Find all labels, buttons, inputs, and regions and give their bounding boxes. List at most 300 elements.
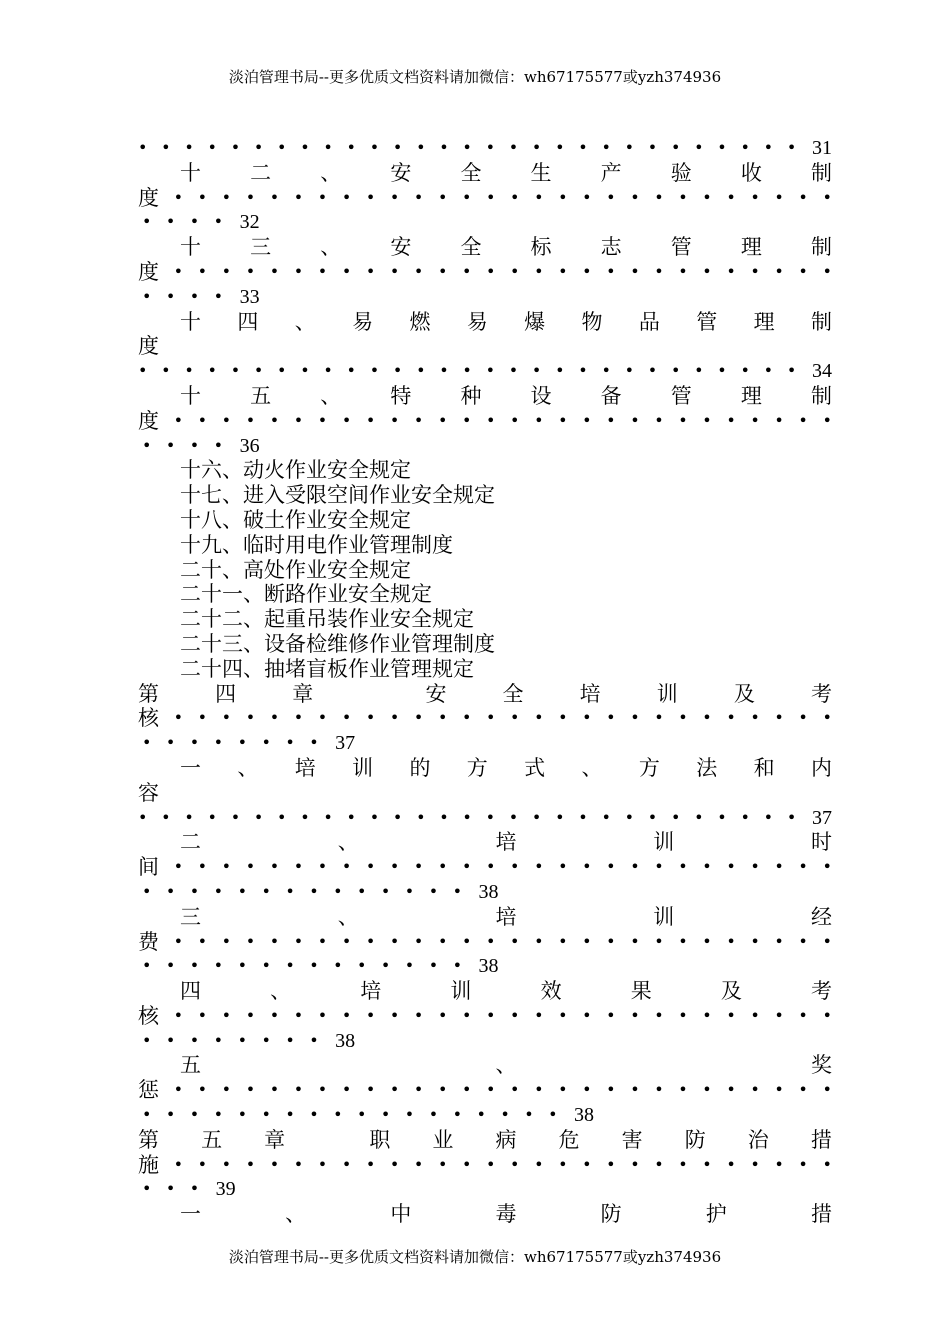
leader-dot: • — [582, 931, 592, 951]
leader-dot: • — [285, 1105, 295, 1125]
leader-dot: • — [346, 138, 356, 157]
leader-dot: • — [798, 410, 808, 430]
leader-dot: • — [437, 187, 448, 207]
leader-dot: • — [245, 708, 256, 728]
toc-line — [138, 483, 832, 508]
leader-dot: • — [269, 931, 280, 951]
leader-dot: • — [323, 138, 333, 157]
leader-dot: • — [323, 361, 333, 381]
leader-dot: • — [237, 881, 247, 901]
leader-dot: • — [213, 1030, 224, 1050]
leader-dot: • — [461, 708, 472, 728]
leader-dot: • — [197, 410, 208, 430]
leader-dot: • — [726, 1080, 736, 1100]
leader-dot: • — [678, 708, 688, 728]
leader-dot: • — [726, 410, 736, 430]
leader-dot: • — [142, 212, 152, 232]
leader-dot: • — [213, 956, 224, 976]
leader-dot: • — [774, 1005, 784, 1025]
toc-char: 三 — [180, 904, 201, 929]
leader-dot: • — [558, 261, 568, 281]
leader-dot: • — [750, 261, 760, 281]
leader-dot: • — [165, 286, 176, 306]
leader-dot: • — [630, 410, 640, 430]
leader-dot: • — [606, 1005, 616, 1025]
leader-dot: • — [365, 410, 376, 430]
toc-text: 度 — [138, 259, 159, 284]
leader-dot: • — [285, 956, 295, 976]
leader-dot: • — [317, 410, 328, 430]
leader-dot: • — [341, 410, 352, 430]
leader-dot: • — [654, 1005, 664, 1025]
leader-dot: • — [601, 361, 611, 381]
toc-text: 费 — [138, 929, 159, 954]
leader-dot: • — [189, 881, 200, 901]
leader-dot: • — [555, 138, 565, 157]
leader-dot: • — [630, 708, 640, 728]
leader-dot: • — [404, 956, 415, 976]
leader-dot: • — [654, 1154, 664, 1174]
leader-dot: • — [165, 956, 176, 976]
leader-dot: • — [269, 410, 280, 430]
leader-dot: • — [277, 807, 287, 827]
leader-dot: • — [293, 187, 304, 207]
toc-text: 度 — [138, 185, 159, 210]
leader-dot: • — [138, 807, 148, 827]
leader-dot: • — [461, 410, 472, 430]
leader-dot: • — [582, 857, 592, 877]
leader-dot: • — [702, 708, 712, 728]
leader-dot: • — [333, 1105, 343, 1125]
page-header: 淡泊管理书局--更多优质文档资料请加微信：wh67175577或yzh374936 — [228, 68, 722, 86]
leader-dot: • — [786, 807, 797, 827]
leader-dot: • — [555, 361, 565, 381]
leader-dot: • — [461, 1080, 472, 1100]
toc-char: 毒 — [495, 1202, 517, 1227]
toc-char: 害 — [621, 1127, 643, 1152]
toc-char: 十 — [180, 160, 201, 185]
leader-dot: • — [365, 1080, 376, 1100]
toc-char: 产 — [600, 160, 622, 185]
leader-dot: • — [798, 708, 808, 728]
leader-dot: • — [630, 187, 640, 207]
leader-dot: • — [534, 857, 544, 877]
toc-char: 管 — [670, 235, 692, 260]
toc-char: 设 — [530, 383, 552, 408]
leader-dot: • — [774, 1080, 784, 1100]
toc-char: 培 — [579, 681, 601, 706]
toc-char: 备 — [600, 383, 622, 408]
leader-dot: • — [461, 1005, 472, 1025]
leader-dot: • — [413, 1154, 424, 1174]
toc-text: 十九、临时用电作业管理制度 — [180, 532, 453, 557]
leader-dot: • — [740, 138, 750, 157]
leader-dot: • — [413, 1005, 424, 1025]
leader-dot: • — [173, 187, 184, 207]
page-number: 38 — [574, 1104, 595, 1127]
toc-char: 危 — [558, 1127, 580, 1152]
toc-line — [138, 334, 832, 359]
leader-dot: • — [750, 708, 760, 728]
leader-dot: • — [142, 1105, 152, 1125]
toc-char: 一 — [180, 755, 201, 780]
toc-char: 制 — [810, 383, 832, 408]
leader-dot: • — [798, 931, 808, 951]
leader-dot: • — [750, 187, 760, 207]
toc-char: 十 — [180, 383, 201, 408]
leader-dot: • — [245, 410, 256, 430]
toc-char: 五 — [201, 1127, 223, 1152]
leader-dot: • — [184, 138, 194, 157]
leader-dot: • — [221, 187, 232, 207]
toc-char: 、 — [285, 1202, 307, 1227]
leader-dot: • — [486, 1154, 496, 1174]
toc-char: 理 — [740, 383, 762, 408]
toc-text: 度 — [138, 408, 159, 433]
toc-char: 志 — [600, 235, 622, 260]
toc-char: 、 — [237, 755, 259, 780]
toc-char: 二 — [180, 830, 201, 855]
leader-dot: • — [606, 1154, 616, 1174]
leader-dot: • — [142, 435, 152, 455]
leader-dot: • — [197, 1005, 208, 1025]
leader-dot: • — [750, 857, 760, 877]
toc-char: 章 — [292, 681, 314, 706]
leader-dot: • — [165, 1179, 176, 1199]
leader-dot: • — [173, 708, 184, 728]
leader-dot: • — [230, 361, 241, 381]
toc-line — [138, 1029, 832, 1054]
leader-dot: • — [165, 435, 176, 455]
leader-dot: • — [798, 1005, 808, 1025]
leader-dot: • — [582, 1154, 592, 1174]
leader-dot: • — [486, 931, 496, 951]
leader-dot: • — [774, 1154, 784, 1174]
leader-dot: • — [822, 187, 832, 207]
toc-text: 二十一、断路作业安全规定 — [180, 582, 432, 607]
toc-line — [138, 632, 832, 657]
leader-dot: • — [261, 956, 271, 976]
leader-dot: • — [189, 733, 200, 753]
toc-char: 一 — [180, 1202, 201, 1227]
leader-dot: • — [237, 733, 247, 753]
toc-line — [138, 1128, 832, 1153]
leader-dot: • — [221, 708, 232, 728]
leader-dot: • — [317, 857, 328, 877]
leader-dot: • — [582, 187, 592, 207]
toc-line — [138, 855, 832, 880]
toc-char: 制 — [810, 309, 832, 334]
leader-dot: • — [678, 410, 688, 430]
page-number: 34 — [811, 360, 832, 383]
leader-dot: • — [197, 931, 208, 951]
leader-dot: • — [786, 361, 797, 381]
leader-dot: • — [437, 261, 448, 281]
leader-dot: • — [534, 708, 544, 728]
leader-dot: • — [822, 1154, 832, 1174]
toc-char: 第 — [138, 681, 159, 706]
toc-char: 考 — [810, 979, 832, 1004]
toc-line — [138, 508, 832, 533]
leader-dot: • — [558, 187, 568, 207]
leader-dot: • — [189, 212, 200, 232]
toc-char: 训 — [450, 979, 472, 1004]
leader-dot: • — [389, 261, 400, 281]
leader-dot: • — [822, 1080, 832, 1100]
leader-dot: • — [702, 410, 712, 430]
leader-dot: • — [213, 1105, 224, 1125]
leader-dot: • — [161, 807, 171, 827]
leader-dot: • — [309, 1030, 319, 1050]
leader-dot: • — [439, 138, 449, 157]
leader-dot: • — [309, 881, 319, 901]
page-number: 38 — [335, 1029, 356, 1052]
leader-dot: • — [510, 708, 520, 728]
leader-dot: • — [392, 138, 403, 157]
leader-dot: • — [293, 708, 304, 728]
leader-dot: • — [670, 807, 681, 827]
leader-dot: • — [452, 881, 463, 901]
leader-dot: • — [253, 361, 264, 381]
leader-dot: • — [486, 1080, 496, 1100]
page-number: 32 — [239, 211, 260, 234]
leader-dot: • — [404, 1105, 415, 1125]
leader-dot: • — [798, 187, 808, 207]
toc-char: 训 — [656, 681, 678, 706]
leader-dot: • — [582, 1005, 592, 1025]
toc-char: 、 — [320, 383, 342, 408]
leader-dot: • — [357, 1105, 367, 1125]
leader-dot: • — [486, 187, 496, 207]
leader-dot: • — [413, 857, 424, 877]
leader-dot: • — [189, 435, 200, 455]
leader-dot: • — [624, 361, 635, 381]
leader-dot: • — [269, 708, 280, 728]
leader-dot: • — [654, 410, 664, 430]
leader-dot: • — [365, 1005, 376, 1025]
leader-dot: • — [237, 1030, 247, 1050]
leader-dot: • — [269, 187, 280, 207]
toc-line — [138, 409, 832, 434]
toc-line — [138, 260, 832, 285]
toc-char: 安 — [425, 681, 447, 706]
leader-dot: • — [369, 138, 380, 157]
leader-dot: • — [317, 187, 328, 207]
leader-dot: • — [508, 138, 519, 157]
leader-dot: • — [582, 410, 592, 430]
leader-dot: • — [389, 1080, 400, 1100]
toc-line — [138, 1053, 832, 1078]
leader-dot: • — [389, 931, 400, 951]
leader-dot: • — [221, 1005, 232, 1025]
leader-dot: • — [558, 1080, 568, 1100]
toc-char: 制 — [810, 235, 832, 260]
toc-char: 五 — [250, 383, 272, 408]
leader-dot: • — [798, 261, 808, 281]
leader-dot: • — [365, 1154, 376, 1174]
leader-dot: • — [245, 261, 256, 281]
leader-dot: • — [197, 1080, 208, 1100]
leader-dot: • — [221, 931, 232, 951]
leader-dot: • — [138, 138, 148, 157]
leader-dot: • — [269, 1154, 280, 1174]
leader-dot: • — [277, 361, 287, 381]
toc-text: 核 — [138, 706, 159, 731]
leader-dot: • — [323, 807, 333, 827]
leader-dot: • — [300, 361, 310, 381]
toc-text: 二十四、抽堵盲板作业管理规定 — [180, 656, 474, 681]
leader-dot: • — [261, 1105, 271, 1125]
toc-line — [138, 1078, 832, 1103]
toc-line — [138, 954, 832, 979]
leader-dot: • — [717, 361, 727, 381]
leader-dot: • — [822, 857, 832, 877]
leader-dot: • — [165, 733, 176, 753]
leader-dot: • — [165, 212, 176, 232]
leader-dot: • — [476, 1105, 486, 1125]
leader-dot: • — [207, 138, 217, 157]
leader-dot: • — [486, 857, 496, 877]
leader-dot: • — [389, 708, 400, 728]
leader-dot: • — [365, 187, 376, 207]
leader-dot: • — [678, 261, 688, 281]
leader-dot: • — [786, 138, 797, 157]
leader-dot: • — [500, 1105, 510, 1125]
toc-text: 施 — [138, 1152, 159, 1177]
leader-dot: • — [389, 857, 400, 877]
leader-dot: • — [485, 361, 496, 381]
toc-char: 全 — [502, 681, 524, 706]
toc-char: 管 — [696, 309, 718, 334]
leader-dot: • — [558, 857, 568, 877]
leader-dot: • — [654, 857, 664, 877]
toc-char: 第 — [138, 1127, 159, 1152]
leader-dot: • — [245, 931, 256, 951]
leader-dot: • — [142, 286, 152, 306]
leader-dot: • — [702, 1080, 712, 1100]
toc-char: 品 — [638, 309, 660, 334]
leader-dot: • — [230, 138, 241, 157]
leader-dot: • — [717, 807, 727, 827]
leader-dot: • — [534, 261, 544, 281]
toc-char: 效 — [540, 979, 562, 1004]
leader-dot: • — [261, 733, 271, 753]
leader-dot: • — [439, 361, 449, 381]
toc-char: 训 — [653, 830, 675, 855]
toc-char: 的 — [409, 755, 431, 780]
leader-dot: • — [173, 1154, 184, 1174]
leader-dot: • — [413, 261, 424, 281]
leader-dot: • — [221, 261, 232, 281]
leader-dot: • — [269, 1005, 280, 1025]
leader-dot: • — [654, 931, 664, 951]
leader-dot: • — [439, 807, 449, 827]
leader-dot: • — [702, 857, 712, 877]
toc-text: 二十、高处作业安全规定 — [180, 557, 411, 582]
leader-dot: • — [189, 1179, 200, 1199]
leader-dot: • — [485, 138, 496, 157]
toc-char: 培 — [495, 904, 517, 929]
leader-dot: • — [606, 410, 616, 430]
leader-dot: • — [510, 931, 520, 951]
leader-dot: • — [510, 410, 520, 430]
leader-dot: • — [774, 857, 784, 877]
toc-char: 中 — [390, 1202, 412, 1227]
toc-char: 章 — [264, 1127, 286, 1152]
toc-char: 内 — [810, 755, 832, 780]
leader-dot: • — [822, 931, 832, 951]
leader-dot: • — [173, 857, 184, 877]
toc-char: 物 — [581, 309, 603, 334]
leader-dot: • — [277, 138, 287, 157]
leader-dot: • — [624, 138, 635, 157]
leader-dot: • — [582, 708, 592, 728]
toc-char: 防 — [600, 1202, 622, 1227]
leader-dot: • — [369, 807, 380, 827]
toc-line — [138, 830, 832, 855]
toc-line — [138, 657, 832, 682]
leader-dot: • — [534, 410, 544, 430]
leader-dot: • — [558, 931, 568, 951]
leader-dot: • — [317, 1005, 328, 1025]
leader-dot: • — [293, 1080, 304, 1100]
leader-dot: • — [726, 1154, 736, 1174]
leader-dot: • — [630, 931, 640, 951]
toc-char: 爆 — [524, 309, 546, 334]
leader-dot: • — [341, 708, 352, 728]
toc-line — [138, 186, 832, 211]
leader-dot: • — [293, 1005, 304, 1025]
leader-dot: • — [245, 1080, 256, 1100]
leader-dot: • — [207, 807, 217, 827]
leader-dot: • — [184, 361, 194, 381]
leader-dot: • — [437, 1080, 448, 1100]
leader-dot: • — [630, 857, 640, 877]
leader-dot: • — [750, 1005, 760, 1025]
leader-dot: • — [357, 881, 367, 901]
leader-dot: • — [702, 1154, 712, 1174]
toc-char: 制 — [810, 160, 832, 185]
leader-dot: • — [726, 708, 736, 728]
leader-dot: • — [726, 931, 736, 951]
leader-dot: • — [678, 1154, 688, 1174]
leader-dot: • — [269, 857, 280, 877]
leader-dot: • — [317, 1080, 328, 1100]
toc-line — [138, 806, 832, 831]
leader-dot: • — [763, 361, 774, 381]
toc-line — [138, 781, 832, 806]
toc-char: 业 — [432, 1127, 454, 1152]
toc-line — [138, 979, 832, 1004]
toc-char: 治 — [747, 1127, 769, 1152]
leader-dot: • — [750, 410, 760, 430]
toc-text: 间 — [138, 855, 159, 880]
leader-dot: • — [437, 931, 448, 951]
leader-dot: • — [508, 361, 519, 381]
leader-dot: • — [531, 361, 542, 381]
leader-dot: • — [485, 807, 496, 827]
leader-dot: • — [534, 1080, 544, 1100]
leader-dot: • — [694, 807, 704, 827]
toc-line — [138, 1202, 832, 1227]
leader-dot: • — [245, 857, 256, 877]
toc-char: 管 — [670, 383, 692, 408]
toc-char: 十 — [180, 309, 201, 334]
leader-dot: • — [346, 361, 356, 381]
leader-dot: • — [582, 1080, 592, 1100]
toc-text: 十七、进入受限空间作业安全规定 — [180, 483, 495, 508]
leader-dot: • — [624, 807, 635, 827]
